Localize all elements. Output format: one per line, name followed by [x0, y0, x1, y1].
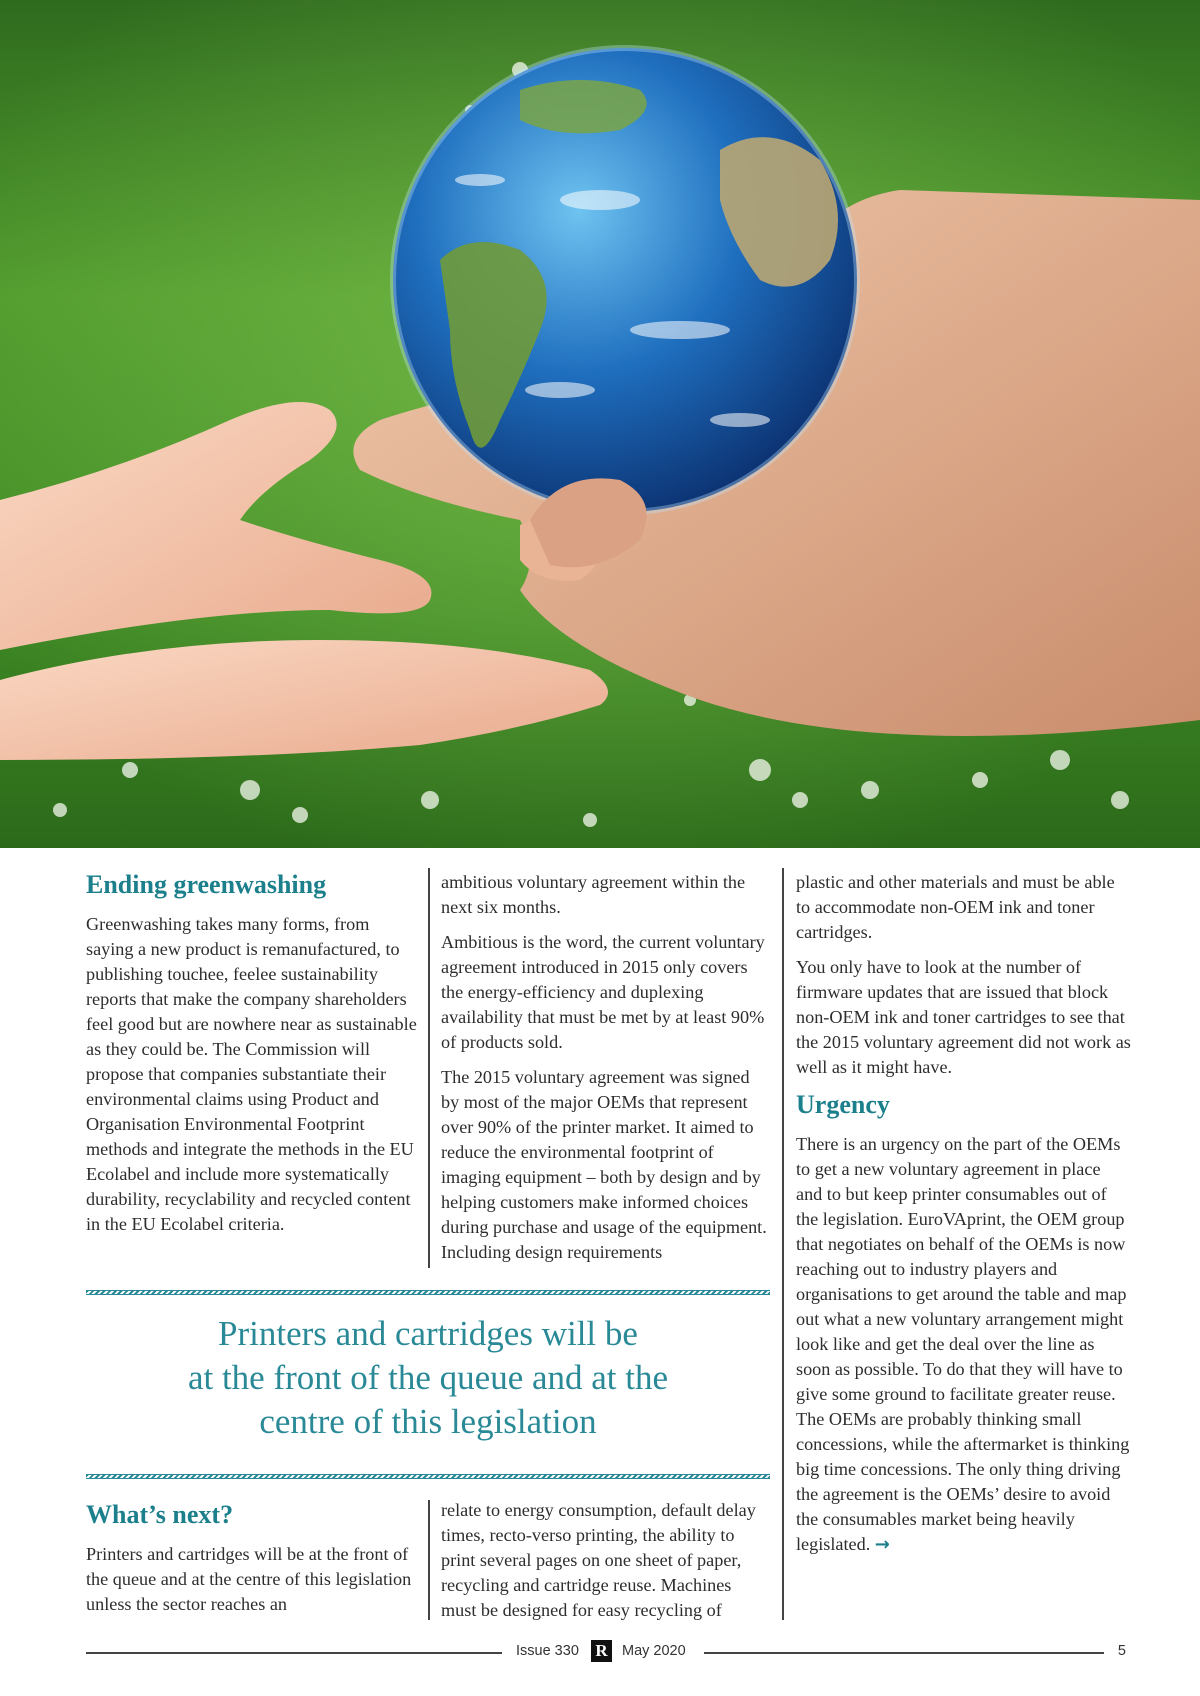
paragraph: You only have to look at the number of firmware updates that are issued that block non-OEM ink and toner cartridges to see that the 2015 voluntary agreement did not work as well as it might have.	[796, 957, 1131, 1077]
paragraph	[796, 1132, 1131, 1557]
pullquote-line: at the front of the queue and at the	[187, 1358, 669, 1397]
column-1	[86, 870, 421, 1247]
heading-ending-greenwashing: Ending greenwashing	[86, 870, 327, 899]
pullquote-rule-bottom	[86, 1474, 770, 1479]
column-divider	[428, 868, 430, 1268]
paragraph: Ambitious is the word, the current voluntary agreement introduced in 2015 only covers the energy-efficiency and duplexing availability that must be met by at least 90% of products sold.	[441, 932, 765, 1052]
pullquote	[86, 1312, 770, 1444]
issue-number: Issue 330	[516, 1643, 579, 1659]
page-footer	[86, 1642, 1126, 1662]
paragraph: relate to energy consumption, default delay times, recto-verso printing, the ability to print several pages on one sheet of paper, recycling and cartridge reuse. Machines must be designed for easy recycling of	[441, 1500, 756, 1620]
pullquote-rule-top	[86, 1290, 770, 1295]
column-2	[441, 870, 771, 1275]
paragraph: plastic and other materials and must be able to accommodate non-OEM ink and toner cartridges.	[796, 872, 1115, 942]
column-divider	[428, 1500, 430, 1620]
heading-urgency: Urgency	[796, 1090, 890, 1119]
paragraph: The 2015 voluntary agreement was signed by most of the major OEMs that represent over 90% of the printer market. It aimed to reduce the environmental footprint of imaging equipment – both by design and by helping customers make informed choices during purchase and usage of the equipment. Including design requirements	[441, 1067, 767, 1262]
heading-whats-next: What’s next?	[86, 1500, 234, 1529]
paragraph: Printers and cartridges will be at the front of the queue and at the centre of this legislation unless the sector reaches an	[86, 1544, 412, 1614]
paragraph-text: There is an urgency on the part of the OEMs to get a new voluntary agreement in place and to but keep printer consumables out of the legislation. EuroVAprint, the OEM group that negotiates on behalf of the OEMs is now reaching out to industry players and organisations to get around the table and map out what a new voluntary arrangement might look like and get the deal over the line as soon as possible. To do that they will have to give some ground to facilitate greater reuse. The OEMs are probably thinking small concessions, while the aftermarket is thinking big time concessions. The only thing driving the agreement is the OEMs’ desire to avoid the consumables market being heavily legislated.	[796, 1134, 1130, 1554]
column-2-bottom	[441, 1498, 771, 1633]
column-1-bottom	[86, 1500, 421, 1627]
footer-rule	[704, 1652, 1104, 1654]
footer-rule	[86, 1652, 502, 1654]
column-3	[796, 870, 1131, 1567]
column-divider	[782, 868, 784, 1620]
arrow-right-icon: →	[874, 1534, 890, 1555]
pullquote-line: centre of this legislation	[259, 1402, 597, 1441]
paragraph: Greenwashing takes many forms, from saying a new product is remanufactured, to publishing touchee, feelee sustainability reports that make the company shareholders feel good but are nowhere near as sustainable as they could be. The Commission will propose that companies substantiate their environmental claims using Product and Organisation Environmental Footprint methods and integrate the methods in the EU Ecolabel and include more systematically durability, recyclability and recycled content in the EU Ecolabel criteria.	[86, 914, 417, 1234]
issue-date: May 2020	[622, 1643, 686, 1659]
publication-logo: R	[591, 1640, 612, 1662]
pullquote-line: Printers and cartridges will be	[218, 1314, 638, 1353]
paragraph: ambitious voluntary agreement within the next six months.	[441, 872, 746, 917]
page-number: 5	[1117, 1643, 1126, 1659]
